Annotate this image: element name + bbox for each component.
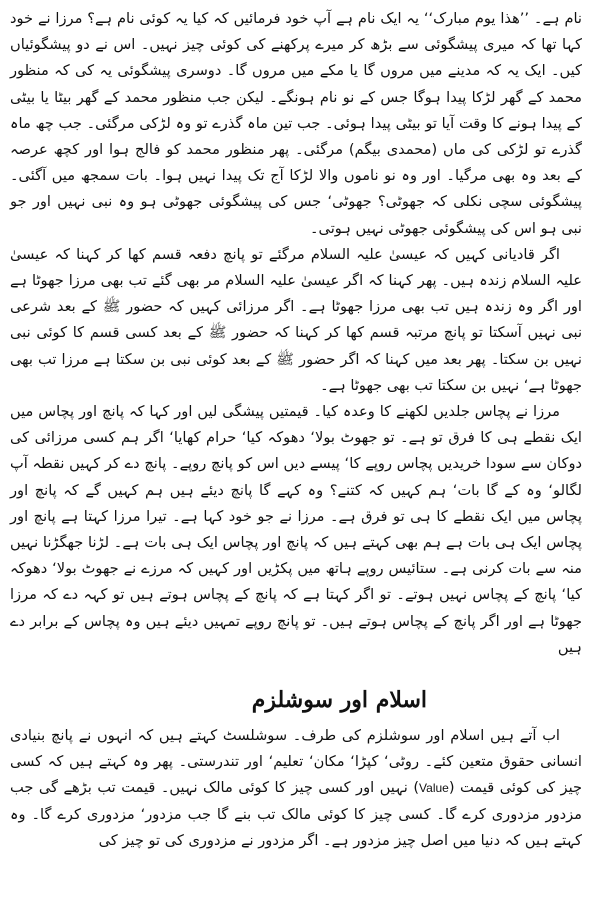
section-heading: اسلام اور سوشلزم [251,687,427,714]
paragraph-oath: اگر قادیانی کہیں کہ عیسیٰ علیہ السلام مرگئے تو پانچ دفعہ قسم کھا کر کہنا کہ عیسیٰ علیہ السلام زندہ ہیں۔ پھر کہنا کہ اگر عیسیٰ علیہ السلام مر بھی گئے تب بھی مرزا جھوٹا ہے اور اگر وہ زندہ ہیں تب بھی مرزا جھوٹا ہے۔ اگر مرزائی کہیں کہ حضور ﷺ کے بعد شرعی نبی نہیں آسکتا تو پانچ مرتبہ قسم کھا کر کہنا کہ حضور ﷺ کے بعد کسی قسم کا کوئی نبی نہیں بن سکتا۔ پھر بعد میں کہنا کہ اگر حضور ﷺ کے بعد کوئی نبی بن سکتا ہے مرزا تب بھی جھوٹا ہے‘ نہیں بن سکتا تب بھی جھوٹا ہے۔ [10,245,582,394]
paragraph-fifty-volumes: مرزا نے پچاس جلدیں لکھنے کا وعدہ کیا۔ قیمتیں پیشگی لیں اور کہا کہ پانچ اور پچاس میں ایک نقطے ہی کا فرق تو ہے۔ تو جھوٹ بولا‘ دھوکہ کیا‘ حرام کھایا‘ اگر ہم کسی مرزائی کی دوکان سے سودا خریدیں پچاس روپے کا‘ پیسے دیں اس کو پانچ روپے۔ پانچ دے کر کہیں نقطہ آپ لگالو‘ وہ کے گا بات‘ ہم کہیں کہ کتنے؟ وہ کہے گا پانچ دیئے ہیں ہم کہیں گے کہ پانچ اور پچاس میں ایک نقطے کا ہی تو فرق ہے۔ مرزا نے جو خود کہا ہے۔ تیرا مرزا کہتا ہے پانچ اور پچاس ایک ہی بات ہے ہم بھی کہتے ہیں کہ پانچ اور پچاس ایک ہی بات ہے۔ لڑنا جھگڑنا نہیں منہ سے بات کرنی ہے۔ ستائیس روپے ہاتھ میں پکڑیں اور کہیں کہ مرزے نے جھوٹ بولا‘ دھوکہ کیا‘ پانچ کے پچاس نہیں ہوتے۔ تو اگر کہتا ہے کہ پانچ کے پچاس ہوتے ہیں تو کہہ دے کہ مرزا جھوٹا ہے اور اگر پانچ کے پچاس ہوتے ہیں۔ تو پانچ روپے تمہیں دیئے ہیں وہ پچاس کے برابر دے ہیں [10,403,582,656]
paragraph-socialism-text-1: اب آتے ہیں اسلام اور سوشلزم کی طرف۔ سوشلسٹ کہتے ہیں کہ انہوں نے پانچ بنیادی انسانی حقوق متعین کئے۔ روٹی‘ کپڑا‘ مکان‘ تعلیم‘ اور تندرستی۔ پھر وہ کہتے ہیں کہ کسی چیز کی کوئی قیمت ( [10,727,582,797]
paragraph-socialism-latin-term: Value [419,781,449,796]
paragraph-prophecy: نام ہے۔ ’’ھذا یوم مبارک‘‘ یہ ایک نام ہے آپ خود فرمائیں کہ کیا یہ کوئی نام ہے؟ مرزا نے خود کہا تھا کہ میری پیشگوئی سے بڑھ کر میرے پرکھنے کی کوئی چیز نہیں۔ اس نے دو پیشگوئیاں کیں۔ ایک یہ کہ مدینے میں مروں گا یا مکے میں مروں گا۔ دوسری پیشگوئی یہ کی کہ منظور محمد کے گھر لڑکا پیدا ہوگا جس کے نو نام ہونگے۔ لیکن جب منظور محمد کے گھر بیٹا یا بیٹی کے پیدا ہونے کا وقت آیا تو بیٹی پیدا ہوئی۔ جب تین ماہ گذرے تو وہ لڑکی مرگئی۔ جب چھ ماہ گذرے تو لڑکی کی ماں (محمدی بیگم) مرگئی۔ پھر منظور محمد کو فالج ہوا اور کچھ عرصہ کے بعد وہ بھی مرگیا۔ اور وہ نو ناموں والا لڑکا آج تک پیدا نہیں ہوا۔ بات سمجھ میں آگئی۔ پیشگوئی سچی نکلی کہ جھوٹی؟ جھوٹی‘ جس کی پیشگوئی جھوٹی ہو وہ نبی نہیں اور جو نبی ہو اس کی پیشگوئی جھوٹی نہیں ہوتی۔ [10,10,582,237]
document-page [10,6,582,902]
paragraph-socialism-text-2: ) نہیں اور کسی چیز کا کوئی مالک نہیں۔ قیمت تب بڑھے گی جب مزدور مزدوری کرے گا۔ کسی چیز کا کوئی مالک تب بنے گا جب مزدور‘ مزدوری کرے گا۔ وہ کہتے ہیں کہ دنیا میں اصل چیز مزدور ہے۔ اگر مزدور نے مزدوری کی تو چیز کی [10,779,582,849]
paragraph-socialism [10,723,582,854]
